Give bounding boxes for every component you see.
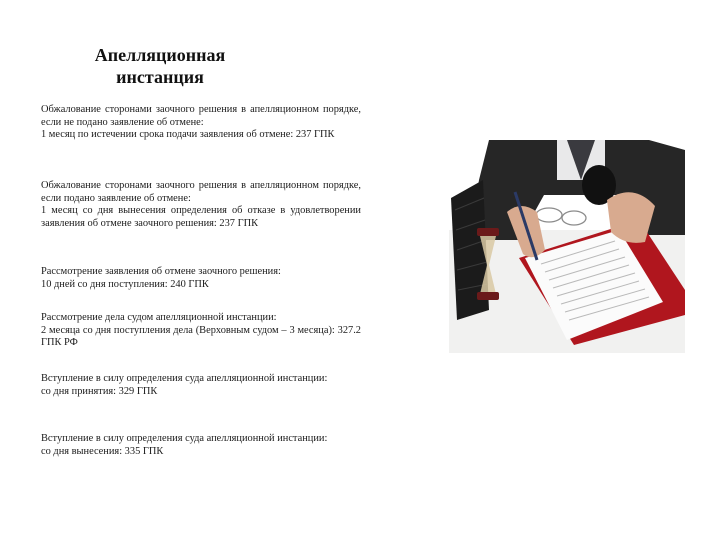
text-line: 1 месяц по истечении срока подачи заявления об отмене: 237 ГПК [41,129,335,141]
text-line: 10 дней со дня поступления: 240 ГПК [41,278,209,290]
text-block-4 [41,312,361,350]
title-line-2: инстанция [116,67,204,87]
text-line: Рассмотрение дела судом апелляционной инстанции: [41,312,277,323]
text-block-5 [41,373,361,398]
text-block-2 [41,180,361,230]
text-line: Обжалование сторонами заочного решения в апелляционном порядке, если подано заявление об отмене: [41,180,361,204]
text-line: Обжалование сторонами заочного решения в апелляционном порядке, если не подано заявление об отмене: [41,104,361,128]
text-line: Рассмотрение заявления об отмене заочного решения: [41,266,281,277]
text-line: со дня вынесения: 335 ГПК [41,445,164,457]
text-line: Вступление в силу определения суда апелляционной инстанции: [41,433,328,444]
photo-person-signing-document [449,140,685,353]
page-title [60,44,260,88]
text-block-3 [41,266,361,291]
text-block-1 [41,104,361,142]
text-line: Вступление в силу определения суда апелляционной инстанции: [41,373,328,384]
title-line-1: Апелляционная [94,45,226,65]
text-block-6 [41,433,361,458]
text-line: 2 месяца со дня поступления дела (Верховным судом – 3 месяца): 327.2 ГПК РФ [41,324,361,349]
text-line: со дня принятия: 329 ГПК [41,385,158,397]
text-line: 1 месяц со дня вынесения определения об отказе в удовлетворении заявления об отмене заочного решения: 237 ГПК [41,205,361,229]
